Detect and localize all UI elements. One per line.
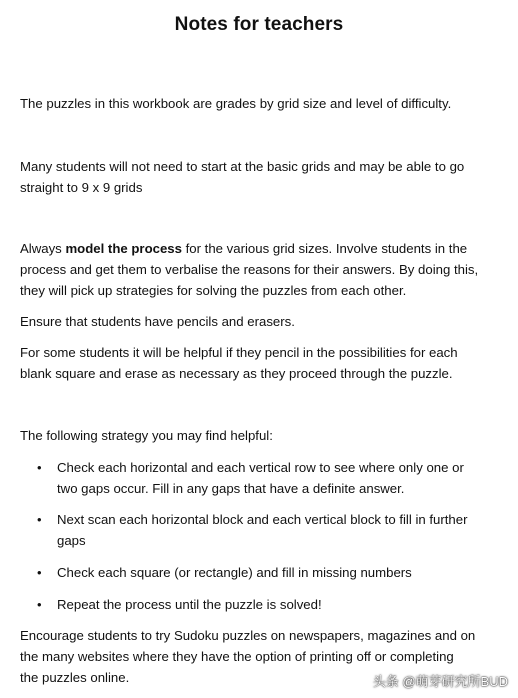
watermark-text: 头条 @萌芽研究所BUD	[372, 674, 508, 689]
paragraph-line: the many websites where they have the option of printing off or completing	[20, 649, 454, 664]
list-item-text	[57, 594, 322, 615]
paragraph-pencil-possibilities	[20, 342, 502, 384]
paragraph-line: process and get them to verbalise the reasons for their answers. By doing this,	[20, 262, 479, 277]
paragraph-model-process	[20, 238, 502, 301]
paragraph-line: The following strategy you may find helpful:	[20, 428, 273, 443]
paragraph-line	[20, 238, 502, 259]
paragraph-line: straight to 9 x 9 grids	[20, 180, 143, 195]
bullet-icon: •	[37, 512, 42, 527]
paragraph-line: Ensure that students have pencils and erasers.	[20, 314, 295, 329]
paragraph-line: they will pick up strategies for solving the puzzles from each other.	[20, 283, 407, 298]
list-item-line: two gaps occur. Fill in any gaps that have a definite answer.	[57, 481, 405, 496]
list-item-text	[57, 562, 412, 583]
paragraph-materials	[20, 311, 502, 332]
paragraph-line: blank square and erase as necessary as they proceed through the puzzle.	[20, 366, 453, 381]
list-item-line: Repeat the process until the puzzle is solved!	[57, 597, 322, 612]
list-item-text	[57, 509, 468, 551]
text-run: for the various grid sizes. Involve students in the	[181, 241, 468, 256]
text-run: Always	[20, 241, 66, 256]
paragraph-line: Encourage students to try Sudoku puzzles on newspapers, magazines and on	[20, 628, 476, 643]
list-item-line: Check each horizontal and each vertical row to see where only one or	[57, 460, 464, 475]
paragraph-line: the puzzles online.	[20, 670, 130, 685]
paragraph-line: The puzzles in this workbook are grades by grid size and level of difficulty.	[20, 96, 452, 111]
paragraph-start-level	[20, 156, 502, 198]
bullet-icon: •	[37, 460, 42, 475]
list-item-line: Next scan each horizontal block and each vertical block to fill in further	[57, 512, 468, 527]
paragraph-line: Many students will not need to start at the basic grids and may be able to go	[20, 159, 465, 174]
bullet-icon: •	[37, 565, 42, 580]
page-title: Notes for teachers	[174, 14, 344, 35]
bullet-icon: •	[37, 597, 42, 612]
list-item-line: Check each square (or rectangle) and fill in missing numbers	[57, 565, 412, 580]
list-item-text	[57, 457, 464, 499]
paragraph-strategy-intro	[20, 425, 502, 446]
paragraph-line: For some students it will be helpful if they pencil in the possibilities for each	[20, 345, 458, 360]
paragraph-grading	[20, 93, 502, 114]
list-item-line: gaps	[57, 533, 86, 548]
emphasis-text: model the process	[65, 241, 182, 256]
